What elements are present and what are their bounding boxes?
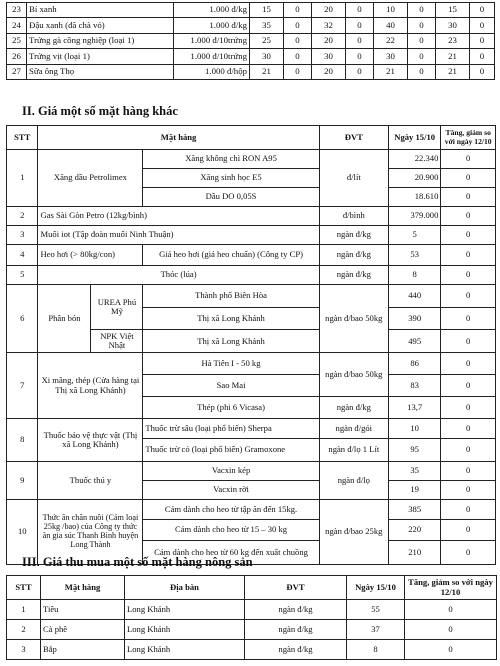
value-cell: 0 <box>346 3 374 18</box>
value-cell: 0 <box>408 18 436 33</box>
item-cell: Thuốc thú y <box>38 462 143 500</box>
stt-cell: 9 <box>7 462 38 500</box>
price-cell: 390 <box>388 307 440 330</box>
value-cell: 20 <box>312 64 346 79</box>
item-cell: Xi măng, thép (Cửa hàng tại Thị xã Long Khánh) <box>38 353 143 419</box>
price-cell: 13,7 <box>388 397 440 419</box>
header-item: Mặt hàng <box>38 126 319 150</box>
price-cell: 210 <box>388 541 440 565</box>
value-cell: 0 <box>284 33 312 48</box>
change-cell: 0 <box>441 169 496 188</box>
price-cell: 22.340 <box>388 150 440 169</box>
stt-cell: 1 <box>7 150 38 207</box>
price-cell: 10 <box>388 419 440 439</box>
unit-cell: 1.000 đ/10trứng <box>174 49 250 64</box>
table-row <box>7 419 496 439</box>
value-cell: 10 <box>374 3 408 18</box>
table-row <box>7 353 496 375</box>
value-cell: 30 <box>436 18 470 33</box>
price-cell: 385 <box>388 500 440 520</box>
change-cell: 0 <box>441 207 496 226</box>
unit-cell: 1.000 đ/kg <box>174 18 250 33</box>
agri-purchase-table-body <box>7 600 497 660</box>
value-cell: 23 <box>436 33 470 48</box>
value-cell: 0 <box>284 3 312 18</box>
value-cell: 30 <box>312 49 346 64</box>
change-cell: 0 <box>441 462 496 481</box>
change-cell: 0 <box>441 188 496 207</box>
change-cell: 0 <box>441 500 496 520</box>
sub-item-cell: Thành phố Biên Hòa <box>143 285 319 308</box>
price-cell: 220 <box>388 520 440 541</box>
value-cell: 30 <box>374 49 408 64</box>
item-cell: Đậu xanh (đã chà vỏ) <box>27 18 174 33</box>
item-cell: Bắp <box>41 640 125 660</box>
table-row <box>7 245 496 266</box>
item-cell <box>38 285 143 353</box>
value-cell: 40 <box>374 18 408 33</box>
value-cell: 20 <box>312 3 346 18</box>
price-cell: 53 <box>388 245 440 266</box>
table-row <box>7 207 496 226</box>
stt-cell: 27 <box>7 64 27 79</box>
header-stt: STT <box>7 576 41 600</box>
change-cell: 0 <box>405 640 497 660</box>
sub-item-cell: Thị xã Long Khánh <box>143 330 319 353</box>
change-cell: 0 <box>441 330 496 353</box>
fertilizer-label: Phân bón <box>38 285 91 352</box>
value-cell: 0 <box>346 64 374 79</box>
change-cell: 0 <box>441 307 496 330</box>
sub-item-cell: Vacxin rời <box>143 481 319 500</box>
price-cell: 37 <box>347 620 405 640</box>
stt-cell: 3 <box>7 640 41 660</box>
unit-cell: ngàn đ/kg <box>245 620 347 640</box>
sub-item-cell: Cám dành cho heo từ tập ăn đến 15kg. <box>143 500 319 520</box>
change-cell: 0 <box>441 226 496 245</box>
change-cell: 0 <box>441 397 496 419</box>
stt-cell: 26 <box>7 49 27 64</box>
change-cell: 0 <box>405 600 497 620</box>
stt-cell: 1 <box>7 600 41 620</box>
price-cell: 20.900 <box>388 169 440 188</box>
value-cell: 30 <box>250 49 284 64</box>
price-cell: 5 <box>388 226 440 245</box>
table-row <box>7 285 496 308</box>
sub-item-cell: Cám dành cho heo từ 60 kg đến xuất chuồng <box>143 541 319 565</box>
unit-cell: đ/bình <box>319 207 388 226</box>
value-cell: 0 <box>470 3 495 18</box>
value-cell: 0 <box>470 49 495 64</box>
unit-cell: 1.000 đ/10trứng <box>174 33 250 48</box>
header-change: Tăng, giảm so với ngày 12/10 <box>441 126 496 150</box>
unit-cell: 1.000 đ/hộp <box>174 64 250 79</box>
value-cell: 0 <box>408 49 436 64</box>
stt-cell: 23 <box>7 3 27 18</box>
change-cell: 0 <box>441 481 496 500</box>
value-cell: 21 <box>436 49 470 64</box>
price-cell: 95 <box>388 439 440 462</box>
section-3-title: III. Giá thu mua một số mặt hàng nông sản <box>22 555 253 569</box>
table-row <box>7 500 496 520</box>
change-cell: 0 <box>441 375 496 397</box>
header-unit: ĐVT <box>319 126 388 150</box>
unit-cell: ngàn đ/bao 50kg <box>319 285 388 353</box>
value-cell: 0 <box>408 64 436 79</box>
sub-item-cell: Thuốc trừ cỏ (loại phổ biến) Gramoxone <box>143 439 319 462</box>
unit-cell: 1.000 đ/kg <box>174 3 250 18</box>
value-cell: 0 <box>408 33 436 48</box>
unit-cell: đ/lít <box>319 150 388 207</box>
header-change: Tăng, giảm so với ngày 12/10 <box>405 576 497 600</box>
item-cell: Thuốc bảo vệ thực vật (Thị xã Long Khánh) <box>38 419 143 462</box>
change-cell: 0 <box>441 439 496 462</box>
table-row <box>7 18 495 33</box>
change-cell: 0 <box>441 285 496 308</box>
price-cell: 440 <box>388 285 440 308</box>
header-date: Ngày 15/10 <box>388 126 440 150</box>
value-cell: 0 <box>346 18 374 33</box>
stt-cell: 4 <box>7 245 38 266</box>
value-cell: 35 <box>250 18 284 33</box>
fertilizer-name-subtable <box>38 285 142 352</box>
sub-item-cell: Cám dành cho heo từ 15 – 30 kg <box>143 520 319 541</box>
unit-cell: ngàn đ/lọ 1 Lít <box>319 439 388 462</box>
change-cell: 0 <box>441 520 496 541</box>
item-cell: Tiêu <box>41 600 125 620</box>
item-cell: Cà phê <box>41 620 125 640</box>
sub-item-cell: Hà Tiên I - 50 kg <box>143 353 319 375</box>
stt-cell: 5 <box>7 266 38 285</box>
unit-cell: ngàn đ/bao 25kg <box>319 500 388 565</box>
table-header-row <box>7 126 496 150</box>
value-cell: 32 <box>312 18 346 33</box>
item-cell: Trứng gà công nghiệp (loại 1) <box>27 33 174 48</box>
unit-cell: ngàn đ/kg <box>245 600 347 620</box>
unit-cell: ngàn đ/gói <box>319 419 388 439</box>
value-cell: 25 <box>250 33 284 48</box>
sub-item-cell: Giá heo hơi (giá heo chuẩn) (Công ty CP) <box>143 245 319 266</box>
value-cell: 20 <box>312 33 346 48</box>
table-row <box>7 64 495 79</box>
area-cell: Long Khánh <box>125 640 245 660</box>
sub-item-cell: Thép (phi 6 Vicasa) <box>143 397 319 419</box>
header-item: Mặt hàng <box>41 576 125 600</box>
value-cell: 0 <box>346 49 374 64</box>
value-cell: 0 <box>470 33 495 48</box>
sub-item-cell: Thị xã Long Khánh <box>143 307 319 330</box>
item-cell: Thóc (lúa) <box>38 266 319 285</box>
value-cell: 22 <box>374 33 408 48</box>
change-cell: 0 <box>441 353 496 375</box>
price-cell: 19 <box>388 481 440 500</box>
stt-cell: 24 <box>7 18 27 33</box>
sub-item-cell: Xăng không chì RON A95 <box>143 150 319 169</box>
table-row <box>7 226 496 245</box>
price-cell: 86 <box>388 353 440 375</box>
change-cell: 0 <box>441 541 496 565</box>
agri-purchase-table <box>6 575 497 660</box>
value-cell: 15 <box>436 3 470 18</box>
table-row <box>7 3 495 18</box>
price-cell: 18.610 <box>388 188 440 207</box>
table-row <box>7 49 495 64</box>
value-cell: 0 <box>284 64 312 79</box>
value-cell: 21 <box>436 64 470 79</box>
table-row <box>7 150 496 169</box>
price-cell: 35 <box>388 462 440 481</box>
unit-cell: ngàn đ/kg <box>319 226 388 245</box>
item-cell: Muối iot (Tập đoàn muối Ninh Thuận) <box>38 226 319 245</box>
table-row <box>7 462 496 481</box>
value-cell: 0 <box>346 33 374 48</box>
value-cell: 0 <box>284 18 312 33</box>
area-cell: Long Khánh <box>125 620 245 640</box>
price-table-continued <box>6 2 495 80</box>
table-row <box>7 33 495 48</box>
change-cell: 0 <box>441 419 496 439</box>
sub-item-cell: Thuốc trừ sâu (loại phổ biến) Sherpa <box>143 419 319 439</box>
table-row <box>7 640 497 660</box>
stt-cell: 6 <box>7 285 38 353</box>
table-row <box>7 600 497 620</box>
price-cell: 8 <box>347 640 405 660</box>
item-cell: Sữa ông Thọ <box>27 64 174 79</box>
table-header-row <box>7 576 497 600</box>
unit-cell: ngàn đ/kg <box>319 397 388 419</box>
sub-item-cell: Xăng sinh học E5 <box>143 169 319 188</box>
brand-npk: NPK Việt Nhật <box>100 330 134 350</box>
unit-cell: ngàn đ/lọ <box>319 462 388 500</box>
unit-cell: ngàn đ/kg <box>245 640 347 660</box>
value-cell: 21 <box>250 64 284 79</box>
value-cell: 21 <box>374 64 408 79</box>
change-cell: 0 <box>441 150 496 169</box>
stt-cell: 25 <box>7 33 27 48</box>
value-cell: 15 <box>250 3 284 18</box>
header-area: Địa bàn <box>125 576 245 600</box>
other-goods-table <box>6 125 496 565</box>
item-cell: Bí xanh <box>27 3 174 18</box>
header-stt: STT <box>7 126 38 150</box>
stt-cell: 8 <box>7 419 38 462</box>
stt-cell: 7 <box>7 353 38 419</box>
value-cell: 0 <box>408 3 436 18</box>
price-cell: 83 <box>388 375 440 397</box>
sub-item-cell: Vacxin kép <box>143 462 319 481</box>
table-row <box>7 620 497 640</box>
stt-cell: 2 <box>7 207 38 226</box>
sub-item-cell: Dầu DO 0,05S <box>143 188 319 207</box>
unit-cell: ngàn đ/kg <box>319 245 388 266</box>
item-cell: Gas Sài Gòn Petro (12kg/bình) <box>38 207 319 226</box>
item-cell: Xăng dầu Petrolimex <box>38 150 143 207</box>
header-date: Ngày 15/10 <box>347 576 405 600</box>
value-cell: 0 <box>284 49 312 64</box>
table-row <box>7 266 496 285</box>
price-cell: 55 <box>347 600 405 620</box>
price-cell: 379.000 <box>388 207 440 226</box>
item-cell: Thức ăn chăn nuôi (Cám loại 25kg /bao) của Công ty thức ăn gia súc Thanh Bình huyện Long Thành <box>38 500 143 565</box>
stt-cell: 3 <box>7 226 38 245</box>
brand-urea: UREA Phú Mỹ <box>91 285 142 330</box>
unit-cell: ngàn đ/bao 50kg <box>319 353 388 397</box>
area-cell: Long Khánh <box>125 600 245 620</box>
price-cell: 495 <box>388 330 440 353</box>
change-cell: 0 <box>441 266 496 285</box>
stt-cell: 2 <box>7 620 41 640</box>
unit-cell: ngàn đ/kg <box>319 266 388 285</box>
change-cell: 0 <box>405 620 497 640</box>
sub-item-cell: Sao Mai <box>143 375 319 397</box>
section-2-title: II. Giá một số mặt hàng khác <box>22 104 178 118</box>
price-cell: 8 <box>388 266 440 285</box>
header-unit: ĐVT <box>245 576 347 600</box>
value-cell: 0 <box>470 18 495 33</box>
price-table-continued-body <box>7 3 495 80</box>
change-cell: 0 <box>441 245 496 266</box>
stt-cell: 10 <box>7 500 38 565</box>
item-cell: Heo hơi (> 80kg/con) <box>38 245 143 266</box>
item-cell: Trứng vịt (loại 1) <box>27 49 174 64</box>
value-cell: 0 <box>470 64 495 79</box>
